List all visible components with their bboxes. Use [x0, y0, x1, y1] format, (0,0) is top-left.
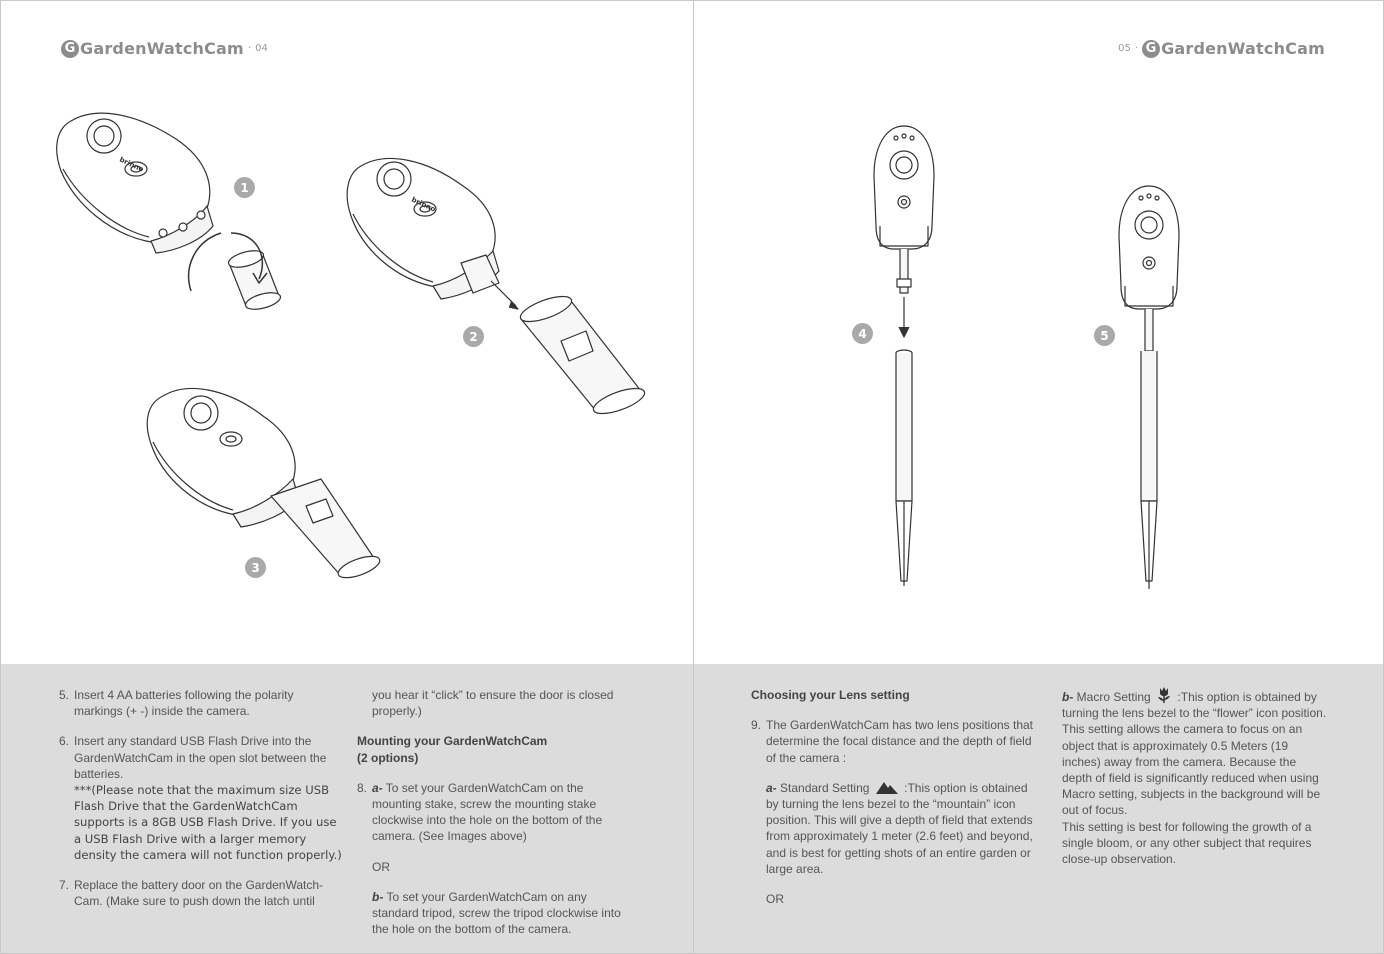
item-text: Replace the battery door on the GardenWatch-Cam. (Make sure to push down the latch until	[74, 878, 324, 909]
macro-setting-label: Macro Setting	[1076, 690, 1151, 704]
instruction-item-9	[751, 717, 1036, 907]
option-a-text: To set your GardenWatchCam on the mounting stake, screw the mounting stake clockwise into the hole on the bottom of the camera. (See Images above)	[372, 780, 603, 844]
camera-illustration-5	[1119, 186, 1179, 589]
instruction-item-8	[357, 780, 632, 938]
or-separator: OR	[372, 859, 390, 874]
left-column-2	[357, 687, 632, 951]
mounting-heading-line-1: Mounting your GardenWatchCam	[357, 734, 548, 749]
option-a	[372, 780, 632, 845]
camera-assembly-illustration	[1, 1, 694, 661]
camera-illustration-1	[57, 113, 283, 312]
item-number: 7.	[59, 878, 70, 893]
right-column-2	[1062, 687, 1327, 867]
option-b	[372, 889, 632, 938]
page-number: 04	[255, 43, 268, 54]
camera-illustration-3	[147, 389, 382, 583]
macro-setting-lead: b-	[1062, 690, 1074, 704]
option-b-lead: b-	[372, 889, 384, 904]
item-text: Insert any standard USB Flash Drive into the GardenWatchCam in the open slot between the batteries.	[74, 734, 327, 781]
item-9-text: The GardenWatchCam has two lens positions that determine the focal distance and the depth of field of the camera :	[766, 718, 1034, 765]
item-number: 5.	[59, 688, 70, 702]
standard-setting-lead: a-	[766, 780, 777, 795]
brand-name: GardenWatchCam	[80, 39, 244, 58]
instruction-item-5	[59, 687, 344, 719]
camera-illustration-4	[874, 126, 934, 337]
usb-size-warning: ***(Please note that the maximum size USB Flash Drive that the GardenWatchCam supports is a 8GB USB Flash Drive. If you use a USB Flash Drive with a larger memory density the camera will not function properly.)	[74, 783, 342, 862]
option-b-text: To set your GardenWatchCam on any standard tripod, screw the tripod clockwise into the hole on the bottom of the camera.	[372, 889, 621, 937]
macro-setting	[1062, 687, 1327, 867]
or-separator: OR	[766, 892, 784, 907]
left-column-1	[59, 687, 344, 923]
step-badge-1: 1	[234, 177, 255, 198]
standard-setting	[766, 780, 1036, 877]
item-number: 8.	[357, 780, 368, 795]
instruction-item-7	[59, 877, 344, 909]
step-badge-4: 4	[852, 323, 873, 344]
camera-2-logo: brinno	[410, 195, 437, 214]
mounting-heading-line-2: (2 options)	[357, 750, 419, 765]
header-separator: ·	[247, 43, 252, 54]
camera-1-logo: brinno	[118, 155, 145, 174]
brand-name: GardenWatchCam	[1161, 39, 1325, 58]
instruction-item-7-continued: you hear it “click” to ensure the door is closed properly.)	[372, 688, 614, 719]
header-separator: ·	[1134, 43, 1139, 54]
right-page	[693, 0, 1384, 954]
step-badge-3: 3	[245, 557, 266, 578]
lens-heading: Choosing your Lens setting	[751, 688, 910, 702]
lens-stake-piece	[227, 248, 282, 313]
item-number: 9.	[751, 718, 762, 733]
step-badge-5: 5	[1094, 325, 1115, 346]
item-number: 6.	[59, 734, 70, 749]
item-text: Insert 4 AA batteries following the polarity markings (+ -) inside the camera.	[74, 688, 294, 719]
option-a-lead: a-	[372, 780, 383, 795]
stake-mounting-illustration	[694, 1, 1384, 661]
macro-setting-text-2: This setting is best for following the growth of a single bloom, or any other subject that requires close-up observation.	[1062, 819, 1312, 867]
tripod-adapter-piece	[518, 291, 648, 418]
brand-logo-icon: G	[1142, 40, 1160, 58]
right-column-1	[751, 687, 1036, 921]
instruction-item-6	[59, 733, 344, 863]
page-number: 05	[1118, 43, 1131, 54]
standard-setting-text: :This option is obtained by turning the lens bezel to the “mountain” icon position. This will give a depth of field that extends from approximately 1 meter (2.6 feet) and beyond, and is best for getting shots of an entire garden or large area.	[766, 780, 1033, 876]
flower-icon	[1157, 687, 1171, 703]
camera-illustration-2	[347, 159, 647, 419]
mountain-icon	[876, 781, 898, 794]
step-badge-2: 2	[463, 326, 484, 347]
mounting-stake-4	[896, 350, 912, 586]
standard-setting-label: Standard Setting	[780, 780, 870, 795]
macro-setting-text: :This option is obtained by turning the lens bezel to the “flower” icon position. This setting allows the camera to focus on an object that is approximately 0.5 Meters (19 inches) away from the camera. Because the depth of field is significantly reduced when using Macro setting, subjects in the background will be out of focus.	[1062, 690, 1327, 818]
brand-logo-icon: G	[61, 40, 79, 58]
mounting-heading	[357, 733, 632, 765]
